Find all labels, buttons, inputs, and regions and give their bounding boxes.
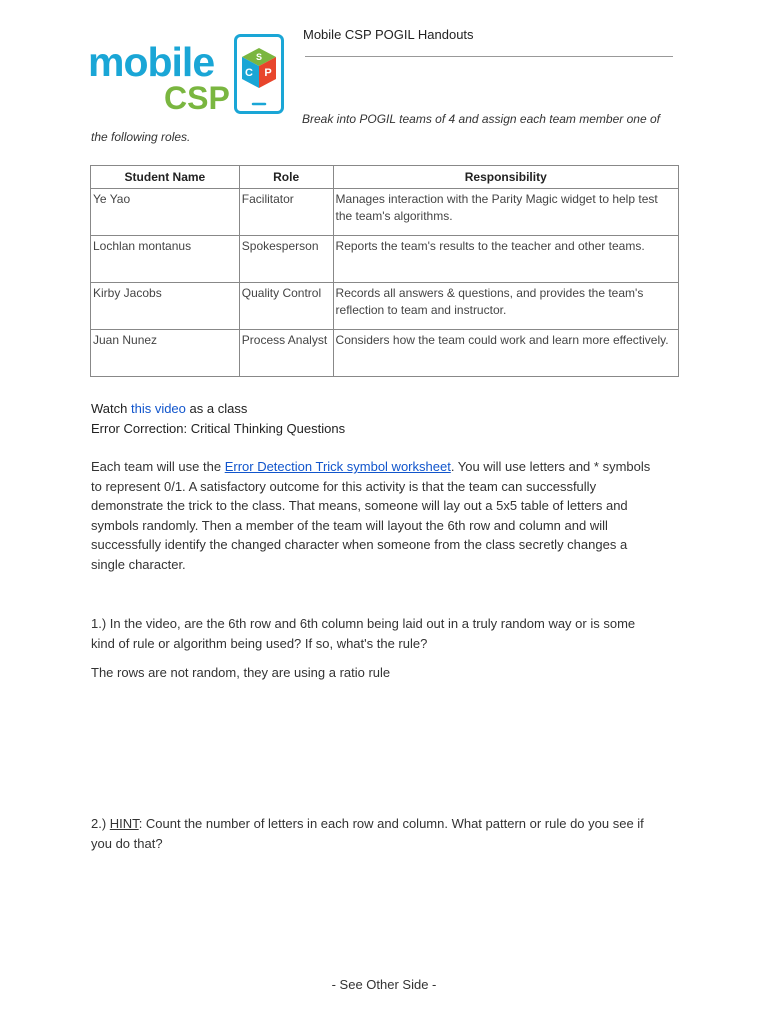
question-2 [91, 814, 651, 853]
worksheet-link[interactable]: Error Detection Trick symbol worksheet [224, 459, 451, 474]
instructions-paragraph [91, 457, 651, 574]
student-name-cell: Ye Yao [91, 189, 240, 236]
svg-text:C: C [245, 67, 253, 79]
responsibility-cell: Considers how the team could work and learn more effectively. [333, 330, 678, 377]
table-header-row [91, 166, 679, 189]
svg-text:S: S [255, 52, 263, 62]
intro-text-line-2: the following roles. [91, 130, 191, 144]
role-cell: Quality Control [239, 283, 333, 330]
logo-word-csp: CSP [164, 80, 230, 116]
page-footer: - See Other Side - [331, 977, 437, 992]
answer-1: The rows are not random, they are using a ratio rule [91, 665, 391, 680]
svg-text:P: P [264, 67, 272, 79]
question-2-number: 2.) [91, 816, 110, 831]
responsibility-cell: Reports the team's results to the teacher and other teams. [333, 236, 678, 283]
role-cell: Process Analyst [239, 330, 333, 377]
watch-prefix: Watch [91, 401, 128, 416]
table-row [91, 283, 679, 330]
roles-table [90, 165, 679, 377]
intro-text-line-1: Break into POGIL teams of 4 and assign each team member one of [302, 112, 660, 126]
paragraph-text-before: Each team will use the [91, 459, 225, 474]
hint-label: HINT [109, 816, 139, 831]
responsibility-cell: Records all answers & questions, and provides the team's reflection to team and instructor. [333, 283, 678, 330]
column-header-role: Role [239, 166, 333, 189]
student-name-cell: Kirby Jacobs [91, 283, 240, 330]
question-2-text: : Count the number of letters in each row and column. What pattern or rule do you see if you do that? [91, 816, 644, 851]
paragraph-text-after: . You will use letters and * symbols to represent 0/1. A satisfactory outcome for this activity is that the team can successfully demonstrate the trick to the class. That means, someone will lay out a 5x5 table of letters and symbols randomly. Then a member of the team will layout the 6th row and column and will successfully identify the changed character when someone from the class secretly changes a single character. [91, 459, 651, 572]
watch-suffix: as a class [185, 401, 248, 416]
column-header-student-name: Student Name [91, 166, 240, 189]
question-1: 1.) In the video, are the 6th row and 6th column being laid out in a truly random way or is some kind of rule or algorithm being used? If so, what's the rule? [91, 616, 636, 651]
role-cell: Facilitator [239, 189, 333, 236]
student-name-cell: Lochlan montanus [91, 236, 240, 283]
section-title: Error Correction: Critical Thinking Questions [91, 421, 346, 436]
table-row [91, 236, 679, 283]
mobile-csp-logo [88, 34, 298, 124]
phone-cube-icon [234, 34, 284, 114]
table-row [91, 330, 679, 377]
role-cell: Spokesperson [239, 236, 333, 283]
responsibility-cell: Manages interaction with the Parity Magic widget to help test the team's algorithms. [333, 189, 678, 236]
header-underline [305, 56, 673, 57]
logo-word-mobile: mobile [88, 39, 215, 85]
student-name-cell: Juan Nunez [91, 330, 240, 377]
header-title: Mobile CSP POGIL Handouts [303, 27, 474, 42]
this-video-link[interactable]: this video [127, 401, 186, 416]
column-header-responsibility: Responsibility [333, 166, 678, 189]
watch-video-line [91, 399, 247, 419]
table-row [91, 189, 679, 236]
